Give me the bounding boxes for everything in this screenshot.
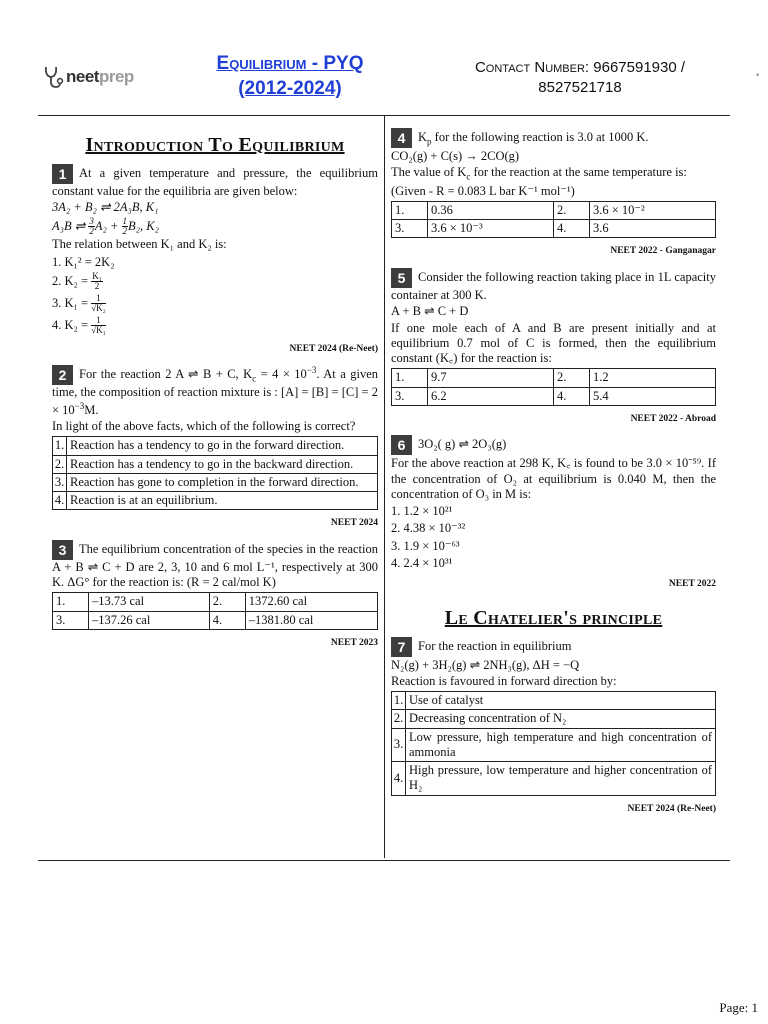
- equation: A + B ⇌ C + D: [391, 304, 469, 319]
- question-number: 3: [52, 540, 73, 560]
- option-3[interactable]: [52, 294, 378, 314]
- option-2-label: 2. K₂ =: [52, 273, 89, 288]
- question-text-part: for the following reaction is 3.0 at 1000 K.: [431, 129, 649, 144]
- question-text: At a given temperature and pressure, the equilibrium constant value for the equilibria are given below:: [52, 165, 378, 198]
- superscript: −3: [74, 400, 85, 411]
- option-3-text[interactable]: 6.2: [428, 387, 554, 405]
- column-divider: [384, 116, 385, 858]
- subscript: p: [427, 136, 432, 147]
- question-prompt: Reaction is favoured in forward direction by:: [391, 673, 617, 688]
- option-4-text[interactable]: 3.6: [590, 220, 716, 238]
- option-2[interactable]: 2. 4.38 × 10⁻³²: [391, 521, 466, 536]
- subscript: c: [466, 171, 471, 182]
- question-text-part: K: [418, 129, 428, 144]
- option-number: 4.: [209, 611, 245, 629]
- option-3-text[interactable]: 3.6 × 10⁻³: [428, 220, 554, 238]
- equation-2-mid: A₂ +: [94, 218, 119, 233]
- question-number: 5: [391, 268, 412, 288]
- neetprep-logo[interactable]: [42, 64, 134, 90]
- relation-text: The relation between K₁ and K₂ is:: [52, 237, 227, 252]
- logo-wordmark: [66, 67, 134, 88]
- logo-main-text: neet: [66, 66, 99, 86]
- contact-label: Contact Number:: [474, 59, 590, 76]
- option-number: 4.: [554, 387, 590, 405]
- option-text: High pressure, low temperature and higher concentration of H₂: [406, 762, 716, 796]
- question-text: The equilibrium concentration of the species in the reaction A + B ⇌ C + D are 2, 3, 10 and 6 mol L⁻¹, respectively at 300 K. ΔG° for the reaction is: (R = 2 cal/mol K): [52, 541, 378, 590]
- question-text: Consider the following reaction taking place in 1L capacity container at 300 K.: [391, 269, 716, 303]
- question-2: [52, 365, 378, 530]
- option-row-1[interactable]: [53, 437, 378, 455]
- option-2-text[interactable]: 3.6 × 10⁻²: [590, 201, 716, 219]
- option-number: 2.: [392, 710, 406, 728]
- option-number: 1.: [53, 437, 67, 455]
- option-text: Reaction has gone to completion in the forward direction.: [67, 473, 378, 491]
- option-row-4[interactable]: [392, 762, 716, 796]
- option-3-label: 3. K₁ =: [52, 295, 89, 310]
- option-1-text[interactable]: 0.36: [428, 201, 554, 219]
- option-row: [392, 387, 716, 405]
- option-text: Decreasing concentration of N₂: [406, 710, 716, 728]
- option-4[interactable]: 4. 2.4 × 10³¹: [391, 555, 453, 570]
- question-source: NEET 2024: [330, 518, 378, 529]
- option-number: 1.: [392, 369, 428, 387]
- option-row-2[interactable]: [53, 455, 378, 473]
- option-row-1[interactable]: [392, 692, 716, 710]
- option-number: 2.: [53, 455, 67, 473]
- option-2-text[interactable]: 1.2: [590, 369, 716, 387]
- option-text: Use of catalyst: [406, 692, 716, 710]
- equation: N₂(g) + 3H₂(g) ⇌ 2NH₃(g), ΔH = −Q: [391, 657, 580, 672]
- contact-phone-1: 9667591930 /: [593, 59, 686, 76]
- question-source: NEET 2024 (Re-Neet): [289, 343, 378, 354]
- fraction-one-half: $\frac{1}{2}$: [122, 215, 128, 236]
- option-2[interactable]: [52, 272, 378, 292]
- page-header: [0, 0, 768, 112]
- equation-2: [52, 217, 378, 237]
- question-source: NEET 2022 - Abroad: [630, 413, 716, 424]
- title-line-2: (2012-2024): [238, 77, 342, 99]
- question-text: For the above reaction at 298 K, K꜀ is found to be 3.0 × 10⁻⁵⁹. If the concentration of O₂ at equilibrium is 0.040 M, then the concentration of O₃ in M is:: [391, 456, 716, 501]
- section-title-introduction: Introduction To Equilibrium: [85, 134, 345, 156]
- question-source: NEET 2023: [330, 637, 378, 648]
- question-source: NEET 2022 - Ganganagar: [610, 246, 716, 257]
- option-number: 4.: [53, 492, 67, 510]
- question-7: [391, 637, 716, 816]
- equation-2-lhs: A₃B ⇌: [52, 218, 86, 233]
- option-text: Reaction has a tendency to go in the forward direction.: [67, 437, 378, 455]
- option-number: 3.: [53, 473, 67, 491]
- option-row: [53, 593, 378, 611]
- option-1-text[interactable]: 9.7: [428, 369, 554, 387]
- question-text-part: . At a given time, the composition of reaction mixture is : [A] = [B] = [C] = 2 × 10: [52, 367, 378, 417]
- option-number: 2.: [554, 201, 590, 219]
- option-row: [53, 611, 378, 629]
- option-row-3[interactable]: [53, 473, 378, 491]
- question-6: [391, 435, 716, 590]
- footer-divider: [38, 860, 730, 861]
- question-text-2: If one mole each of A and B are present initially and at equilibrium 0.7 mol of C is formed, then the equilibrium constant (K꜀) for the reaction is:: [391, 320, 716, 366]
- contact-phone-2: 8527521718: [538, 79, 622, 97]
- fraction-1-over-sqrt-k2: $\frac{1}{\text{√K₂}}$: [91, 292, 106, 314]
- option-text: Reaction is at an equilibrium.: [67, 492, 378, 510]
- option-2-text[interactable]: 1372.60 cal: [245, 593, 377, 611]
- option-number: 1.: [392, 692, 406, 710]
- options-table: [391, 201, 716, 239]
- question-source: NEET 2022: [668, 579, 716, 590]
- subscript: c: [252, 373, 257, 384]
- question-number: 1: [52, 164, 73, 184]
- option-row: [392, 220, 716, 238]
- option-4[interactable]: [52, 316, 378, 336]
- option-3-text[interactable]: –137.26 cal: [89, 611, 210, 629]
- question-text-part: M.: [84, 402, 99, 417]
- option-3[interactable]: 3. 1.9 × 10⁻⁶³: [391, 538, 460, 553]
- page-number: Page: 1: [719, 1000, 758, 1016]
- equation-2-rhs: B₂, K₂: [128, 218, 159, 233]
- question-number: 7: [391, 637, 412, 657]
- option-number: 4.: [554, 220, 590, 238]
- option-text: Reaction has a tendency to go in the backward direction.: [67, 455, 378, 473]
- question-prompt: In light of the above facts, which of the following is correct?: [52, 419, 356, 434]
- fraction-1-over-sqrt-k1: $\frac{1}{\text{√K₁}}$: [91, 314, 106, 336]
- option-number: 3.: [392, 220, 428, 238]
- option-4-label: 4. K₂ =: [52, 317, 89, 332]
- section-title-le-chatelier: Le Chatelier's principle: [444, 606, 663, 629]
- option-number: 3.: [392, 728, 406, 762]
- question-number: 6: [391, 435, 412, 455]
- question-text-part: The value of K: [391, 165, 467, 180]
- option-text: Low pressure, high temperature and high concentration of ammonia: [406, 728, 716, 762]
- question-text-part: = 4 × 10: [256, 367, 307, 382]
- logo-accent-text: prep: [98, 66, 134, 86]
- left-column: [52, 122, 378, 659]
- option-number: 3.: [53, 611, 89, 629]
- title-line-1: Equilibrium - PYQ: [216, 53, 364, 74]
- option-number: 1.: [53, 593, 89, 611]
- option-row-4[interactable]: [53, 492, 378, 510]
- question-1: [52, 164, 378, 355]
- options-table: [391, 368, 716, 406]
- option-number: 3.: [392, 387, 428, 405]
- equation-1: 3A₂ + B₂ ⇌ 2A₃B, K₁: [52, 200, 159, 215]
- option-4-text[interactable]: –1381.80 cal: [245, 611, 377, 629]
- question-number: 4: [391, 128, 412, 148]
- fraction-k1-over-2: $\frac{\text{K₁}}{2}$: [92, 270, 102, 292]
- decorative-dot: •: [756, 70, 760, 80]
- contact-info: [430, 58, 730, 99]
- option-number: 2.: [554, 369, 590, 387]
- option-row: [392, 369, 716, 387]
- options-table: [52, 592, 378, 630]
- question-text: For the reaction in equilibrium: [418, 638, 572, 653]
- document-title[interactable]: [180, 52, 400, 101]
- option-1-text[interactable]: –13.73 cal: [89, 593, 210, 611]
- option-number: 1.: [392, 201, 428, 219]
- question-5: [391, 268, 716, 425]
- given-constant: (Given - R = 0.083 L bar K⁻¹ mol⁻¹): [391, 183, 575, 198]
- question-source: NEET 2024 (Re-Neet): [627, 803, 716, 814]
- superscript: −3: [306, 365, 317, 376]
- option-number: 4.: [392, 762, 406, 796]
- question-4: [391, 128, 716, 258]
- option-1[interactable]: 1. K₁² = 2K₂: [52, 254, 115, 269]
- question-3: [52, 540, 378, 650]
- options-table: [391, 691, 716, 796]
- option-row: [392, 201, 716, 219]
- right-column: [391, 122, 716, 825]
- fraction-three-halves: $\frac{3}{2}$: [89, 215, 94, 236]
- option-1[interactable]: 1. 1.2 × 10²¹: [391, 504, 453, 519]
- question-number: 2: [52, 365, 73, 385]
- option-number: 2.: [209, 593, 245, 611]
- option-4-text[interactable]: 5.4: [590, 387, 716, 405]
- option-row-2[interactable]: [392, 710, 716, 728]
- option-row-3[interactable]: [392, 728, 716, 762]
- question-text-part: for the reaction at the same temperature is:: [470, 165, 687, 180]
- question-text-part: For the reaction 2 A ⇌ B + C, K: [79, 367, 253, 382]
- equation: 3O₂( g) ⇌ 2O₃(g): [418, 437, 507, 452]
- options-table: [52, 436, 378, 510]
- stethoscope-icon: [42, 64, 64, 90]
- equation: CO₂(g) + C(s) → 2CO(g): [391, 149, 520, 163]
